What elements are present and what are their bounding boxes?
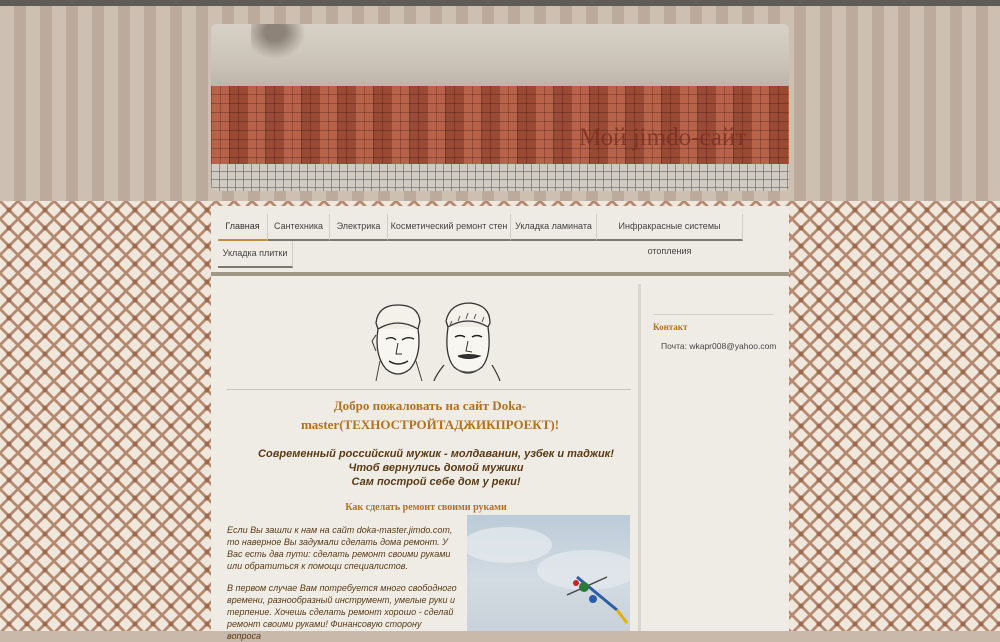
crane-photo	[467, 515, 630, 631]
banner-white-tiles	[211, 164, 789, 191]
welcome-heading: Добро пожаловать на сайт Doka-master(ТЕХНОСТРОЙТАДЖИКПРОЕКТ)!	[300, 398, 560, 432]
poem-line-3: Сам построй себе дом у реки!	[351, 476, 521, 488]
nav-item-infrared-heating[interactable]: Инфракрасные системы отопления	[597, 214, 743, 241]
nav-item-wall-repair[interactable]: Косметический ремонт стен	[388, 214, 511, 241]
main-area	[211, 276, 789, 641]
intro-paragraph-1: Если Вы зашли к нам на сайт doka-master.jimdo.com, то наверное Вы задумали сделать дома ремонт. У Вас есть два пути: сделать ремонт своими руками или обратиться к помощи специалистов.	[227, 525, 453, 571]
poem-line-2: Чтоб вернулись домой мужики	[348, 462, 524, 474]
content-column	[221, 284, 641, 641]
content-divider	[227, 389, 631, 390]
nav-item-home[interactable]: Главная	[218, 214, 268, 241]
portrait-right-image	[430, 299, 502, 381]
contact-email[interactable]: Почта: wkapr008@yahoo.com	[661, 341, 777, 351]
poem-text	[241, 447, 631, 489]
nav-item-electrics[interactable]: Электрика	[330, 214, 388, 241]
contact-heading: Контакт	[653, 322, 688, 332]
nav-item-plumbing[interactable]: Сантехника	[268, 214, 330, 241]
poem-line-1: Современный российский мужик - молдаванин, узбек и таджик!	[258, 448, 614, 460]
portrait-left-image	[362, 299, 434, 381]
nav-item-tiling[interactable]: Укладка плитки	[218, 241, 293, 268]
header-banner	[211, 24, 789, 191]
sidebar-divider	[653, 314, 773, 315]
site-title[interactable]: Мой jimdo-сайт	[579, 124, 747, 151]
nav-item-laminate[interactable]: Укладка ламината	[511, 214, 597, 241]
intro-paragraph-2: В первом случае Вам потребуется много свободного времени, разнообразный инструмент, умелые руки и терпение. Хочешь сделать ремонт хорошо - сделай ремонт своими руками! Финансовую сторону вопроса	[227, 583, 457, 641]
howto-heading: Как сделать ремонт своими руками	[345, 502, 507, 513]
crane-photo-graphic	[467, 515, 630, 631]
main-navigation	[211, 206, 789, 272]
banner-plaster	[211, 24, 789, 86]
